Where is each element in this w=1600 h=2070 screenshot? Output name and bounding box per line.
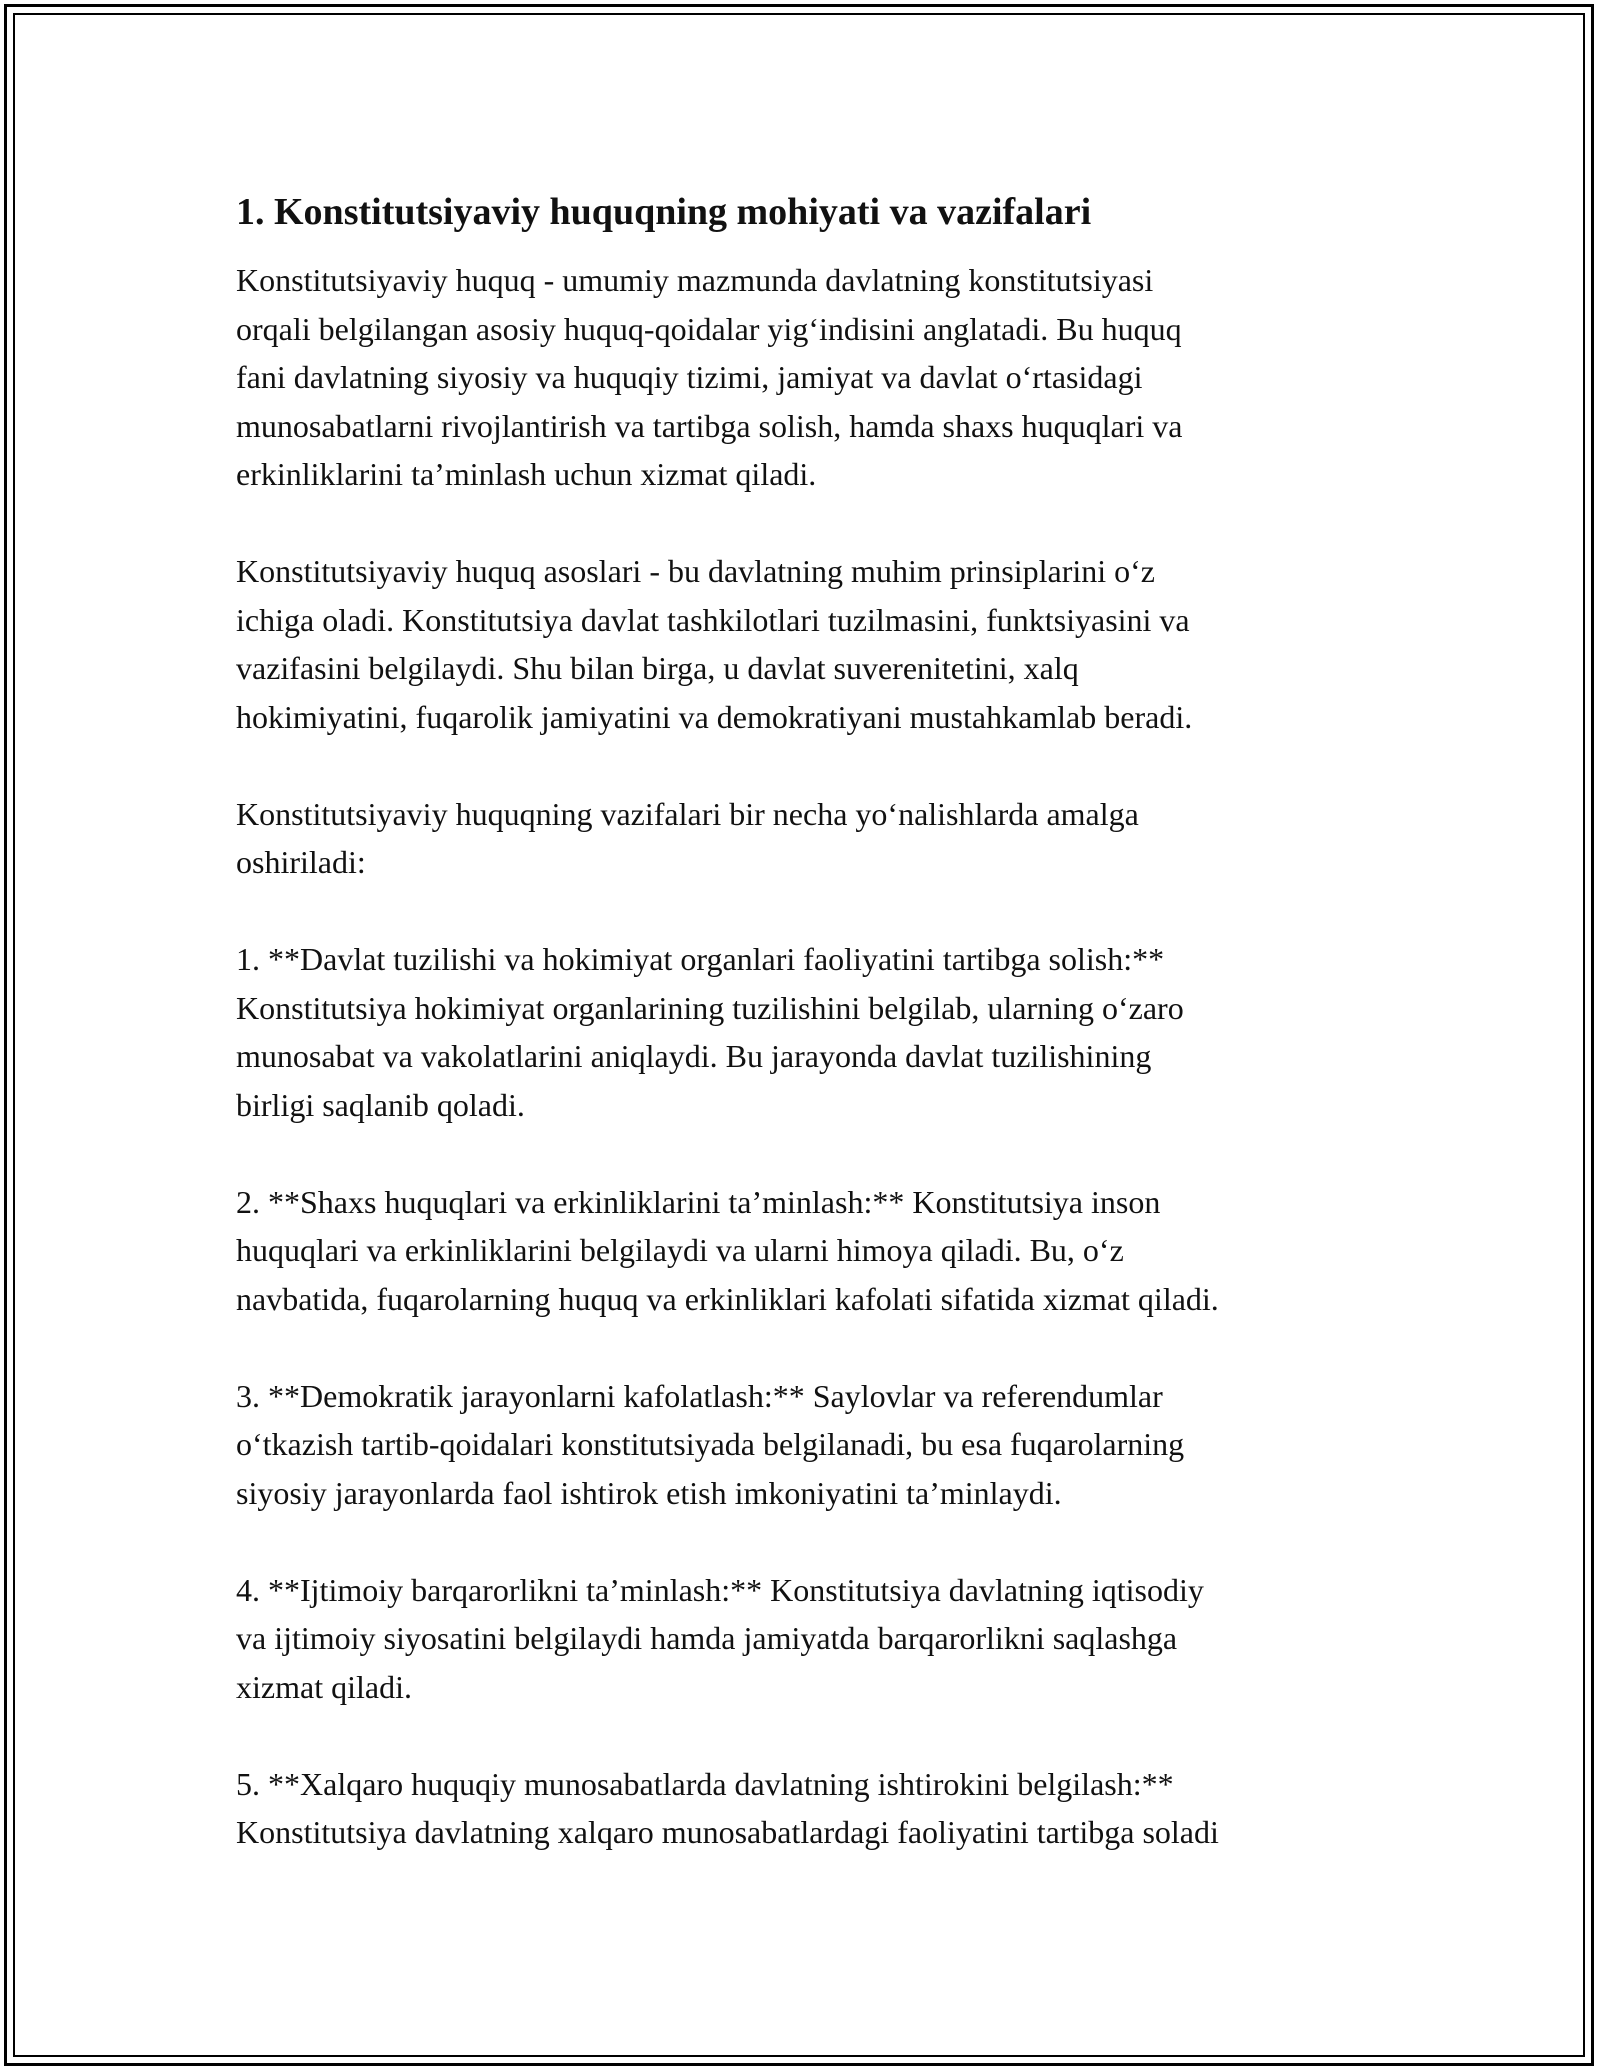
document-page bbox=[236, 186, 1376, 1905]
paragraph-functions-intro: Konstitutsiyaviy huquqning vazifalari bir necha yo‘nalishlarda amalga oshiriladi: bbox=[236, 795, 1139, 880]
list-item-3: 3. **Demokratik jarayonlarni kafolatlash:** Saylovlar va referendumlar o‘tkazish tartib-qoidalari konstitutsiyada belgilanadi, bu esa fuqarolarning siyosiy jarayonlarda faol ishtirok etish imkoniyatini ta’minlaydi. bbox=[236, 1377, 1185, 1511]
list-item-1: 1. **Davlat tuzilishi va hokimiyat organlari faoliyatini tartibga solish:** Konstitutsiya hokimiyat organlarining tuzilishini belgilab, ularning o‘zaro munosabat va vakolatlarini aniqlaydi. Bu jarayonda davlat tuzilishining birligi saqlanib qoladi. bbox=[236, 941, 1184, 1123]
paragraph-definition: Konstitutsiyaviy huquq - umumiy mazmunda davlatning konstitutsiyasi orqali belgilangan asosiy huquq-qoidalar yig‘indisini anglatadi. Bu huquq fani davlatning siyosiy va huquqiy tizimi, jamiyat va davlat o‘rtasidagi munosabatlarni rivojlantirish va tartibga solish, hamda shaxs huquqlari va erkinliklarini ta’minlash uchun xizmat qiladi. bbox=[236, 262, 1183, 492]
page-title: 1. Konstitutsiyaviy huquqning mohiyati va vazifalari bbox=[236, 191, 1092, 233]
paragraph-foundations: Konstitutsiyaviy huquq asoslari - bu davlatning muhim prinsiplarini o‘z ichiga oladi. Konstitutsiya davlat tashkilotlari tuzilmasini, funktsiyasini va vazifasini belgilaydi. Shu bilan birga, u davlat suverenitetini, xalq hokimiyatini, fuqarolik jamiyatini va demokratiyani mustahkamlab beradi. bbox=[236, 553, 1193, 735]
list-item-2: 2. **Shaxs huquqlari va erkinliklarini ta’minlash:** Konstitutsiya inson huquqlari va erkinliklarini belgilaydi va ularni himoya qiladi. Bu, o‘z navbatida, fuqarolarning huquq va erkinliklari kafolati sifatida xizmat qiladi. bbox=[236, 1183, 1219, 1317]
list-item-4: 4. **Ijtimoiy barqarorlikni ta’minlash:** Konstitutsiya davlatning iqtisodiy va ijtimoiy siyosatini belgilaydi hamda jamiyatda barqarorlikni saqlashga xizmat qiladi. bbox=[236, 1571, 1204, 1705]
list-item-5: 5. **Xalqaro huquqiy munosabatlarda davlatning ishtirokini belgilash:** Konstitutsiya davlatning xalqaro munosabatlardagi faoliyatini tartibga soladi bbox=[236, 1765, 1219, 1850]
